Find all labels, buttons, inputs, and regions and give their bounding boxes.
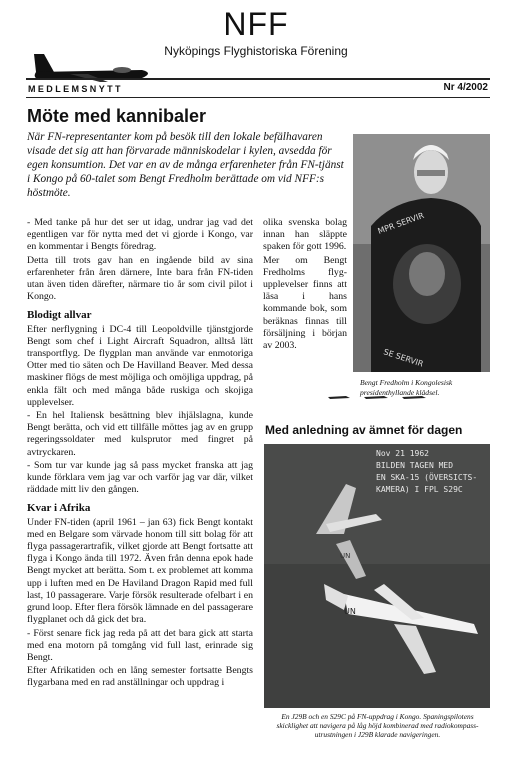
un-marking: UN (344, 607, 356, 616)
article-paragraph: - Som tur var kunde jag så pass mycket franska att jag kunde förklara vem jag var och varför jag var där, vilket räddade mitt liv den gången. (27, 459, 253, 496)
photo-note-line: Nov 21 1962 (376, 449, 429, 458)
portrait-illustration (353, 134, 490, 372)
header-rule (26, 78, 490, 80)
svg-text:SE SERVIR: SE SERVIR (382, 347, 425, 369)
article-body-column-2 (263, 217, 347, 353)
svg-text:MPR SERVIR: MPR SERVIR (376, 210, 426, 236)
article-headline: Möte med kannibaler (27, 106, 207, 126)
photo-note-line: BILDEN TAGEN MED (376, 461, 454, 470)
portrait-caption: Bengt Fredholm i Kongolesisk presidenthyllande klädsel. (360, 378, 453, 397)
newsletter-subtitle: Nyköpings Flyghistoriska Förening (164, 44, 348, 58)
aircraft-photo-caption: En J29B och en S29C på FN-uppdrag i Kongo. Spaningspilotens skicklighet att navigera på låg höjd kombinerad med radiokompass-utrustningen i J29B klarade navigeringen. (276, 712, 479, 739)
aircraft-photo (264, 444, 490, 708)
header-rule-lower (26, 97, 490, 98)
portrait-photo (353, 134, 490, 372)
sidebar-heading: Med anledning av ämnet för dagen (265, 423, 463, 437)
article-subheading: Kvar i Afrika (27, 502, 91, 515)
issue-number: Nr 4/2002 (443, 82, 488, 93)
article-subheading: Blodigt allvar (27, 309, 92, 322)
un-marking: UN (340, 552, 351, 560)
article-paragraph: Detta till trots gav han en ingående bild av sina erfarenheter från åren därnere, Inte bara från FN-tiden utan även tiden därefter, närmare tio år som civil pilot i Kongo. (27, 254, 253, 303)
article-paragraph: Efter Afrikatiden och en lång semester fortsatte Bengts flygarbana med en rad anställningar och uppdrag i (27, 665, 253, 689)
article-paragraph: Efter nerflygning i DC-4 till Leopoldville tjänstgjorde Bengt som chef i Light Aircraft Squadron, alltså lätt transportflyg. De flygplan man använde var enmotoriga Otter med tio säten och De Havilland Beaver. Med dessa maskiner flögs de mest möjliga och omöjliga uppdrag, på enkla fält och med många både ruskiga och skojiga upplevelser. (27, 323, 253, 408)
article-paragraph: - En hel Italiensk besättning blev ihjälslagna, kunde Bengt berätta, och vid ett tillfälle möttes jag av en grupp regeringssoldater med kulsprutor med fingret på avtryckaren. (27, 410, 253, 458)
article-body-column-1 (27, 217, 253, 691)
article-paragraph: Under FN-tiden (april 1961 – jan 63) fick Bengt kontakt med en Belgare som värvade honom till sitt bolag för att flyga passagerartrafik, vilket gjorde att Bengt fortsatte att flyga i Kongo ända till 1972. Även från denna epok hade Bengt mycket att berätta. Som t. ex problemet att komma upp i luften med en De Haviland Dragon Rapid med full last, 10 passagerare. Varje försök resulterade ofelbart i en grund loop. Efter flera försök lämnade en del passagerare flygplanet och då gick det bra. (27, 516, 253, 626)
photo-note-line: EN SKA-15 (ÖVERSICTS- (376, 473, 478, 482)
aircraft-photo-illustration (264, 444, 490, 708)
newsletter-title: NFF (223, 6, 289, 42)
photo-note-line: KAMERA) I FPL S29C (376, 485, 463, 494)
article-intro: När FN-representanter kom på besök till den lokale befälhavaren visade det sig att han förvarade människodelar i kylen, avsedda för egen konsumtion. Det var en av de många erfarenheter från FN-tjänst i Kongo på 60-talet som Bengt Fredholm berättade om vid NFF:s höstmöte. (27, 131, 344, 199)
article-paragraph: Mer om Bengt Fredholms flyg-upplevelser finns att läsa i hans kommande bok, som beräknas finnas till försäljning i början av 2003. (263, 254, 347, 352)
article-paragraph: olika svenska bolag innan han släppte spaken för gott 1996. (263, 217, 347, 253)
plane-divider-ornament (326, 391, 436, 401)
article-paragraph: - Först senare fick jag reda på att det bara gick att starta med ena motorn på tomgång vid full last, erinrade sig Bengt. (27, 627, 253, 663)
section-label: MEDLEMSNYTT (28, 84, 123, 94)
article-paragraph: - Med tanke på hur det ser ut idag, undrar jag vad det egentligen var för nytta med det vi gjorde i Kongo, var en kommentar i Bengts föredrag. (27, 217, 253, 253)
jet-aircraft-logo (30, 48, 155, 86)
